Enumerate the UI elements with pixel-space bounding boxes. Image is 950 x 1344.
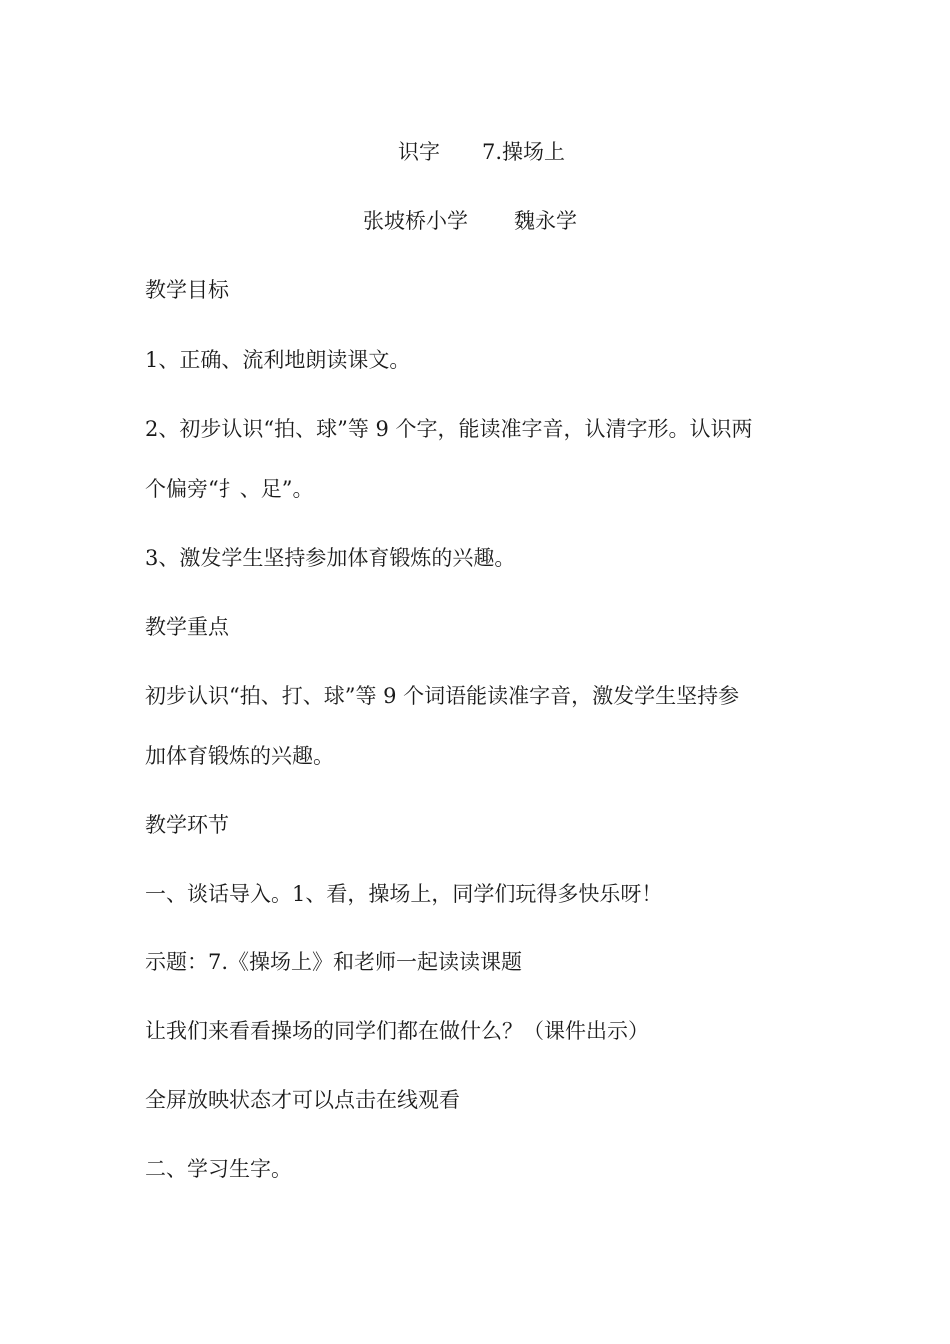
key-heading: 教学重点 xyxy=(145,615,229,639)
key-point-line-1: 初步认识“拍、打、球”等 9 个词语能读准字音，激发学生坚持参 xyxy=(145,684,740,708)
goal-1: 1、正确、流利地朗读课文。 xyxy=(145,348,411,372)
step-1: 一、谈话导入。1、看，操场上，同学们玩得多快乐呀！ xyxy=(145,882,663,906)
steps-heading: 教学环节 xyxy=(145,813,229,837)
step-1-topic: 示题：7.《操场上》和老师一起读读课题 xyxy=(145,950,523,974)
author-name: 魏永学 xyxy=(514,209,577,233)
goal-2-line-2: 个偏旁“扌、足”。 xyxy=(145,477,314,501)
goal-2-line-1: 2、初步认识“拍、球”等 9 个字，能读准字音，认清字形。认识两 xyxy=(145,417,753,441)
step-2: 二、学习生字。 xyxy=(145,1157,292,1181)
title-category: 识字 xyxy=(398,140,440,164)
key-point-line-2: 加体育锻炼的兴趣。 xyxy=(145,744,334,768)
goal-3: 3、激发学生坚持参加体育锻炼的兴趣。 xyxy=(145,546,516,570)
author-line xyxy=(363,207,577,235)
step-1-look: 让我们来看看操场的同学们都在做什么？（课件出示） xyxy=(145,1019,649,1043)
school-name: 张坡桥小学 xyxy=(363,209,468,233)
title-lesson: 7.操场上 xyxy=(482,140,566,164)
page-title xyxy=(398,138,565,166)
step-1-note: 全屏放映状态才可以点击在线观看 xyxy=(145,1088,460,1112)
goals-heading: 教学目标 xyxy=(145,278,229,302)
